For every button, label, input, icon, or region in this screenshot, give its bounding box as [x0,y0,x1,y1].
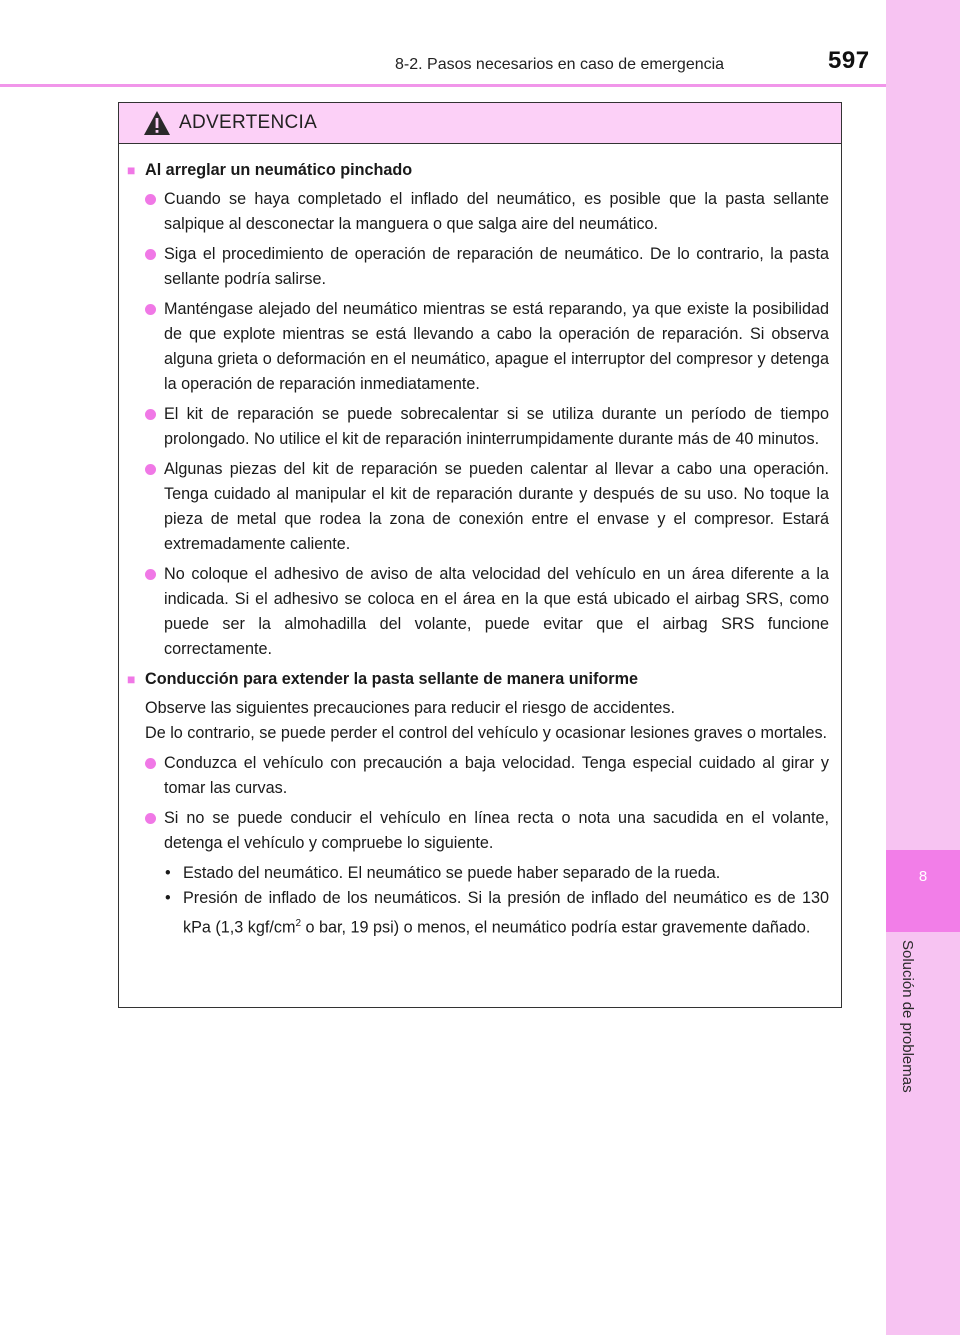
list-item [145,457,829,557]
bullet-dot-icon [145,813,156,824]
page-number: 597 [828,47,870,74]
sub-bullet-icon: • [165,864,171,882]
sub-list-text-part: Presión de inflado de los neumáticos. Si la presión de inflado del neumático es de 130 kPa (1,3 kgf/cm [183,889,829,937]
bullet-dot-icon [145,464,156,475]
bullet-dot-icon [145,194,156,205]
bullet-dot-icon [145,249,156,260]
intro-line: De lo contrario, se puede perder el control del vehículo y ocasionar lesiones graves o mortales. [145,724,828,742]
list-item [145,751,829,801]
list-item-text: Cuando se haya completado el inflado del neumático, es posible que la pasta sellante salpique al desconectar la manguera o que salga aire del neumático. [164,190,829,233]
list-item [145,562,829,662]
intro-line: Observe las siguientes precauciones para reducir el riesgo de accidentes. [145,699,675,717]
list-item-text: El kit de reparación se puede sobrecalentar si se utiliza durante un período de tiempo prolongado. No utilice el kit de reparación ininterrumpidamente durante más de 40 minutos. [164,405,829,448]
list-item-text: Si no se puede conducir el vehículo en línea recta o nota una sacudida en el volante, detenga el vehículo y compruebe lo siguiente. [164,809,829,852]
list-item-text: No coloque el adhesivo de aviso de alta velocidad del vehículo en un área diferente a la indicada. Si el adhesivo se coloca en el área en la que está ubicado el airbag SRS, como puede ser la almohadilla del volante, puede evitar que el airbag SRS funcione correctamente. [164,565,829,658]
superscript: 2 [295,918,302,929]
section-heading [127,667,829,692]
warning-title: ADVERTENCIA [179,112,318,133]
sub-bullet-icon: • [165,889,171,907]
warning-box [118,102,842,1008]
sub-list-item [165,886,829,940]
bullet-dot-icon [145,304,156,315]
list-item-text: Algunas piezas del kit de reparación se pueden calentar al llevar a cabo una operación. Tenga cuidado al manipular el kit de reparación durante y después de su uso. No toque la pieza de metal que rodea la zona de conexión entre el envase y el compresor. Estará extremadamente caliente. [164,460,829,553]
side-tab-strip [886,0,960,1335]
list-item-text: Conduzca el vehículo con precaución a baja velocidad. Tenga especial cuidado al girar y tomar las curvas. [164,754,829,797]
section-title: 8-2. Pasos necesarios en caso de emergencia [395,56,725,73]
bullet-dot-icon [145,409,156,420]
list-item [145,297,829,397]
bullet-dot-icon [145,569,156,580]
sub-list-item [165,861,829,886]
section-heading [127,158,829,183]
sub-list-text-part: o bar, 19 psi) o menos, el neumático podría estar gravemente dañado. [301,918,811,937]
section-heading-text: Conducción para extender la pasta sellante de manera uniforme [145,670,638,688]
chapter-tab [886,850,960,932]
warning-header [119,103,841,144]
square-bullet-icon: ■ [127,671,136,687]
sub-list-text: Estado del neumático. El neumático se puede haber separado de la rueda. [183,864,721,882]
warning-body [119,144,841,940]
warning-triangle-icon [143,110,171,136]
chapter-number: 8 [918,868,928,885]
sub-list-text [183,886,829,940]
list-item-text: Siga el procedimiento de operación de reparación de neumático. De lo contrario, la pasta sellante podría salirse. [164,245,829,288]
list-item [145,806,829,856]
list-item [145,242,829,292]
sub-list [165,861,829,940]
square-bullet-icon: ■ [127,162,136,178]
header-divider [0,84,886,87]
bullet-dot-icon [145,758,156,769]
chapter-label: Solución de problemas [899,940,916,1093]
list-item-text: Manténgase alejado del neumático mientras se está reparando, ya que existe la posibilidad de que explote mientras se está llevando a cabo la operación de reparación. Si observa alguna grieta o deformación en el neumático, apague el interruptor del compresor y detenga la operación de reparación inmediatamente. [164,300,829,393]
section-heading-text: Al arreglar un neumático pinchado [145,161,413,179]
list-item [145,402,829,452]
list-item [145,187,829,237]
